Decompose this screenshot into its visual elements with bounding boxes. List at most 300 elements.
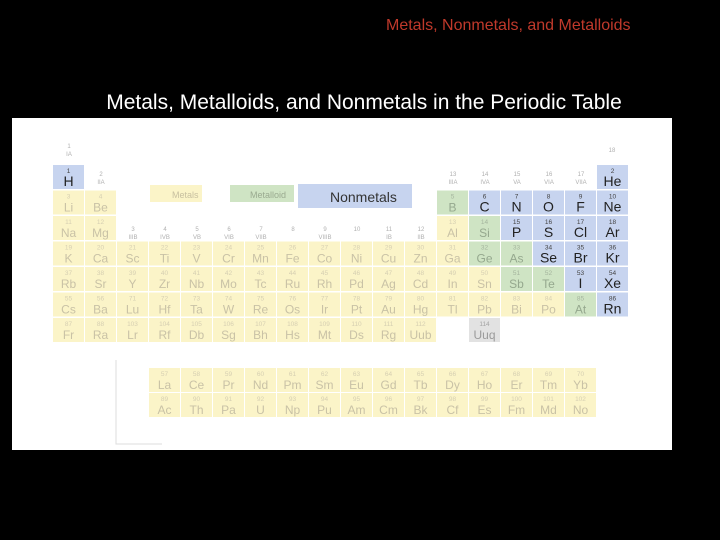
element-symbol: Lu bbox=[125, 302, 140, 317]
element-cell-cr bbox=[213, 242, 244, 266]
atomic-number: 4 bbox=[98, 193, 103, 201]
atomic-number: 56 bbox=[96, 295, 105, 303]
atomic-number: 86 bbox=[608, 295, 617, 303]
element-cell-hs bbox=[277, 318, 308, 342]
element-cell-cm bbox=[373, 393, 404, 417]
atomic-number: 15 bbox=[512, 219, 521, 226]
atomic-number: 34 bbox=[544, 244, 553, 252]
atomic-number: 60 bbox=[256, 371, 265, 378]
element-cell-cl bbox=[565, 216, 596, 240]
atomic-number: 47 bbox=[384, 270, 393, 277]
atomic-number: 63 bbox=[352, 371, 361, 378]
element-cell-mt bbox=[309, 318, 340, 342]
atomic-number: 25 bbox=[256, 244, 265, 252]
atomic-number: 37 bbox=[64, 270, 73, 277]
atomic-number: 14 bbox=[480, 219, 489, 226]
element-symbol: Na bbox=[60, 226, 77, 240]
element-symbol: Sg bbox=[221, 328, 236, 342]
element-cell-sm bbox=[309, 368, 340, 392]
element-symbol: Cl bbox=[573, 224, 588, 240]
element-cell-rg bbox=[373, 318, 404, 342]
element-cell-cu bbox=[373, 242, 404, 266]
element-cell-re bbox=[245, 293, 276, 317]
element-cell-yb bbox=[565, 368, 596, 392]
element-cell-pb bbox=[469, 293, 500, 317]
atomic-number: 58 bbox=[192, 371, 201, 378]
group-number: 4 bbox=[163, 227, 167, 233]
element-cell-am bbox=[341, 393, 372, 417]
element-cell-na bbox=[53, 216, 84, 240]
element-symbol: Es bbox=[477, 403, 492, 417]
atomic-number: 32 bbox=[480, 244, 489, 252]
atomic-number: 21 bbox=[128, 244, 137, 252]
element-cell-o bbox=[533, 191, 564, 215]
atomic-number: 57 bbox=[160, 371, 169, 378]
group-roman: IIIA bbox=[448, 180, 458, 186]
atomic-number: 28 bbox=[352, 244, 361, 252]
element-cell-te bbox=[533, 267, 564, 291]
element-symbol: Pm bbox=[283, 378, 302, 392]
element-cell-s bbox=[533, 216, 564, 240]
element-cell-nb bbox=[181, 267, 212, 291]
atomic-number: 10 bbox=[608, 193, 617, 201]
atomic-number: 8 bbox=[546, 193, 551, 201]
element-cell-lr bbox=[117, 318, 148, 342]
atomic-number: 108 bbox=[287, 321, 298, 328]
element-symbol: Cm bbox=[379, 403, 398, 417]
element-symbol: Hg bbox=[412, 302, 429, 317]
element-cell-mo bbox=[213, 267, 244, 291]
element-cell-ga bbox=[437, 242, 468, 266]
element-symbol: Os bbox=[284, 302, 301, 317]
group-number: 6 bbox=[227, 227, 231, 233]
element-cell-tl bbox=[437, 293, 468, 317]
atomic-number: 39 bbox=[128, 270, 137, 277]
atomic-number: 45 bbox=[320, 270, 329, 277]
group-number: 8 bbox=[291, 227, 295, 233]
element-symbol: Hf bbox=[158, 302, 171, 317]
element-symbol: Po bbox=[541, 302, 556, 317]
group-roman: VIIIB bbox=[318, 235, 332, 241]
element-cell-sb bbox=[501, 267, 532, 291]
atomic-number: 7 bbox=[514, 193, 519, 201]
element-symbol: As bbox=[509, 251, 524, 266]
element-cell-se bbox=[533, 242, 564, 266]
atomic-number: 114 bbox=[479, 321, 490, 328]
group-roman: VIIA bbox=[575, 180, 587, 186]
element-symbol: Pa bbox=[221, 403, 236, 417]
element-symbol: Gd bbox=[380, 378, 397, 392]
element-symbol: Er bbox=[510, 378, 523, 392]
atomic-number: 38 bbox=[96, 270, 105, 277]
atomic-number: 43 bbox=[256, 270, 265, 277]
element-cell-tb bbox=[405, 368, 436, 392]
element-symbol: Ag bbox=[381, 277, 396, 291]
atomic-number: 106 bbox=[223, 321, 234, 328]
element-cell-pd bbox=[341, 267, 372, 291]
atomic-number: 49 bbox=[448, 270, 457, 277]
slide-header: Metals, Nonmetals, and Metalloids bbox=[386, 17, 631, 34]
element-cell-nd bbox=[245, 368, 276, 392]
atomic-number: 61 bbox=[288, 371, 297, 378]
element-symbol: Mn bbox=[252, 251, 269, 266]
group-roman: VIIB bbox=[255, 235, 267, 241]
atomic-number: 31 bbox=[448, 244, 457, 252]
element-cell-rf bbox=[149, 318, 180, 342]
element-cell-tm bbox=[533, 368, 564, 392]
atomic-number: 89 bbox=[160, 396, 169, 403]
atomic-number: 41 bbox=[192, 270, 201, 277]
group-number: 17 bbox=[577, 172, 585, 178]
legend-nonmetals-label: Nonmetals bbox=[330, 189, 397, 205]
atomic-number: 94 bbox=[320, 396, 329, 403]
element-cell-pm bbox=[277, 368, 308, 392]
element-symbol: Pt bbox=[350, 302, 363, 317]
atomic-number: 107 bbox=[255, 321, 266, 328]
element-cell-be bbox=[85, 191, 116, 215]
element-symbol: Fe bbox=[285, 251, 300, 266]
atomic-number: 103 bbox=[127, 321, 138, 328]
element-symbol: K bbox=[64, 251, 73, 266]
element-symbol: Ne bbox=[603, 198, 622, 215]
group-roman: IA bbox=[66, 152, 72, 158]
group-number: 11 bbox=[385, 227, 393, 233]
element-symbol: At bbox=[574, 302, 587, 317]
atomic-number: 65 bbox=[416, 371, 425, 378]
atomic-number: 35 bbox=[576, 244, 585, 252]
atomic-number: 17 bbox=[576, 219, 585, 226]
element-cell-ag bbox=[373, 267, 404, 291]
element-cell-ne bbox=[597, 191, 628, 215]
group-number: 7 bbox=[259, 227, 263, 233]
element-cell-ca bbox=[85, 242, 116, 266]
element-cell-c bbox=[469, 191, 500, 215]
element-cell-f bbox=[565, 191, 596, 215]
element-cell-li bbox=[53, 191, 84, 215]
element-cell-ba bbox=[85, 293, 116, 317]
element-symbol: N bbox=[511, 198, 522, 215]
atomic-number: 9 bbox=[578, 193, 583, 201]
element-cell-ti bbox=[149, 242, 180, 266]
element-cell-fr bbox=[53, 318, 84, 342]
group-number: 3 bbox=[131, 227, 135, 233]
atomic-number: 51 bbox=[512, 270, 521, 277]
element-cell-i bbox=[565, 267, 596, 291]
atomic-number: 76 bbox=[288, 295, 297, 303]
element-cell-h bbox=[53, 165, 84, 189]
atomic-number: 27 bbox=[320, 244, 329, 252]
group-number: 2 bbox=[99, 172, 103, 178]
element-symbol: I bbox=[578, 275, 583, 291]
element-symbol: Zr bbox=[158, 277, 171, 291]
element-symbol: O bbox=[543, 198, 554, 215]
atomic-number: 6 bbox=[482, 193, 487, 201]
element-cell-pt bbox=[341, 293, 372, 317]
element-symbol: Sr bbox=[94, 277, 107, 291]
group-number: 14 bbox=[481, 172, 489, 178]
element-symbol: Dy bbox=[445, 378, 460, 392]
element-cell-cf bbox=[437, 393, 468, 417]
atomic-number: 78 bbox=[352, 295, 361, 303]
element-cell-gd bbox=[373, 368, 404, 392]
atomic-number: 75 bbox=[256, 295, 265, 303]
group-roman: VB bbox=[192, 235, 202, 241]
group-number: 16 bbox=[545, 172, 553, 178]
element-symbol: Cs bbox=[61, 302, 76, 317]
element-symbol: Ca bbox=[92, 251, 109, 266]
atomic-number: 59 bbox=[224, 371, 233, 378]
element-cell-au bbox=[373, 293, 404, 317]
element-symbol: Ac bbox=[157, 403, 172, 417]
atomic-number: 102 bbox=[575, 396, 586, 403]
element-symbol: Li bbox=[63, 200, 74, 215]
element-cell-cs bbox=[53, 293, 84, 317]
element-symbol: Ge bbox=[476, 251, 493, 266]
atomic-number: 3 bbox=[66, 193, 71, 201]
element-symbol: Hs bbox=[285, 328, 300, 342]
element-cell-np bbox=[277, 393, 308, 417]
element-cell-ra bbox=[85, 318, 116, 342]
element-cell-hf bbox=[149, 293, 180, 317]
legend-metals-label: Metals bbox=[172, 190, 199, 200]
element-symbol: Tc bbox=[254, 277, 267, 291]
element-cell-u bbox=[245, 393, 276, 417]
element-symbol: Ga bbox=[444, 251, 461, 266]
element-symbol: H bbox=[63, 173, 74, 189]
element-symbol: Tl bbox=[447, 302, 458, 317]
atomic-number: 36 bbox=[608, 244, 617, 252]
group-number: 12 bbox=[417, 227, 425, 233]
element-symbol: Lr bbox=[127, 328, 138, 342]
atomic-number: 70 bbox=[576, 371, 585, 378]
group-roman: VIA bbox=[544, 180, 554, 186]
atomic-number: 88 bbox=[96, 321, 105, 328]
element-cell-uub bbox=[405, 318, 436, 342]
element-symbol: Pd bbox=[349, 277, 364, 291]
atomic-number: 62 bbox=[320, 371, 329, 378]
element-symbol: Pb bbox=[477, 302, 492, 317]
element-cell-al bbox=[437, 216, 468, 240]
element-symbol: Cf bbox=[446, 403, 459, 417]
element-symbol: In bbox=[447, 277, 458, 291]
element-cell-lu bbox=[117, 293, 148, 317]
element-symbol: B bbox=[448, 200, 457, 215]
element-symbol: U bbox=[256, 403, 265, 417]
group-roman: IIIB bbox=[128, 235, 138, 241]
atomic-number: 67 bbox=[480, 371, 489, 378]
group-roman: VA bbox=[513, 180, 521, 186]
element-cell-hg bbox=[405, 293, 436, 317]
element-symbol: Nd bbox=[252, 378, 269, 392]
element-cell-ac bbox=[149, 393, 180, 417]
element-cell-b bbox=[437, 191, 468, 215]
slide-title: Metals, Metalloids, and Nonmetals in the Periodic Table bbox=[106, 91, 622, 114]
element-symbol: Cu bbox=[380, 251, 397, 266]
atomic-number: 18 bbox=[608, 219, 617, 226]
element-cell-pu bbox=[309, 393, 340, 417]
element-cell-y bbox=[117, 267, 148, 291]
element-cell-rn bbox=[597, 293, 628, 317]
element-cell-ta bbox=[181, 293, 212, 317]
element-symbol: Ra bbox=[92, 328, 109, 342]
element-cell-eu bbox=[341, 368, 372, 392]
group-roman: IVA bbox=[480, 180, 490, 186]
element-symbol: Ta bbox=[190, 302, 203, 317]
element-symbol: Se bbox=[539, 249, 558, 266]
element-cell-rh bbox=[309, 267, 340, 291]
element-cell-k bbox=[53, 242, 84, 266]
element-cell-p bbox=[501, 216, 532, 240]
element-symbol: Ce bbox=[188, 378, 205, 392]
atomic-number: 64 bbox=[384, 371, 393, 378]
group-roman: IIB bbox=[417, 235, 425, 241]
element-cell-si bbox=[469, 216, 500, 240]
element-symbol: Be bbox=[93, 200, 108, 215]
element-symbol: Bh bbox=[253, 328, 268, 342]
element-symbol: P bbox=[511, 224, 522, 240]
element-symbol: Kr bbox=[605, 249, 620, 266]
element-symbol: Re bbox=[252, 302, 269, 317]
element-symbol: Sc bbox=[125, 251, 140, 266]
atomic-number: 83 bbox=[512, 295, 521, 303]
atomic-number: 23 bbox=[192, 244, 201, 252]
element-symbol: Md bbox=[540, 403, 557, 417]
atomic-number: 40 bbox=[160, 270, 169, 277]
element-cell-mn bbox=[245, 242, 276, 266]
atomic-number: 90 bbox=[192, 396, 201, 403]
element-cell-tc bbox=[245, 267, 276, 291]
group-number: 13 bbox=[449, 172, 457, 178]
element-symbol: No bbox=[572, 403, 589, 417]
element-symbol: Cd bbox=[412, 277, 429, 291]
element-symbol: Nb bbox=[188, 277, 205, 291]
atomic-number: 69 bbox=[544, 371, 553, 378]
element-symbol: Xe bbox=[603, 275, 622, 291]
element-symbol: Au bbox=[381, 302, 396, 317]
group-number: 5 bbox=[195, 227, 199, 233]
element-symbol: W bbox=[222, 302, 235, 317]
atomic-number: 104 bbox=[159, 321, 170, 328]
atomic-number: 93 bbox=[288, 396, 297, 403]
atomic-number: 16 bbox=[544, 219, 553, 226]
atomic-number: 101 bbox=[543, 396, 554, 403]
element-cell-dy bbox=[437, 368, 468, 392]
element-symbol: Te bbox=[542, 277, 555, 291]
atomic-number: 11 bbox=[65, 219, 72, 226]
element-symbol: Ds bbox=[349, 328, 364, 342]
element-cell-bi bbox=[501, 293, 532, 317]
atomic-number: 22 bbox=[160, 244, 169, 252]
element-symbol: C bbox=[479, 198, 490, 215]
element-symbol: Zn bbox=[413, 251, 428, 266]
element-symbol: Ni bbox=[350, 251, 363, 266]
atomic-number: 26 bbox=[288, 244, 297, 252]
element-symbol: Sb bbox=[509, 277, 524, 291]
group-label-10 bbox=[354, 227, 361, 233]
group-roman: IB bbox=[386, 235, 392, 241]
element-symbol: Eu bbox=[349, 378, 364, 392]
atomic-number: 53 bbox=[576, 270, 585, 277]
element-cell-os bbox=[277, 293, 308, 317]
element-cell-es bbox=[469, 393, 500, 417]
element-symbol: Rf bbox=[158, 328, 171, 342]
element-cell-po bbox=[533, 293, 564, 317]
atomic-number: 52 bbox=[544, 270, 553, 277]
atomic-number: 42 bbox=[224, 270, 233, 277]
element-cell-zr bbox=[149, 267, 180, 291]
element-cell-bh bbox=[245, 318, 276, 342]
atomic-number: 100 bbox=[511, 396, 522, 403]
element-cell-sr bbox=[85, 267, 116, 291]
element-symbol: Rh bbox=[316, 277, 333, 291]
element-symbol: Np bbox=[284, 403, 301, 417]
atomic-number: 71 bbox=[128, 295, 137, 303]
element-symbol: F bbox=[576, 198, 585, 215]
element-cell-ar bbox=[597, 216, 628, 240]
element-symbol: Y bbox=[128, 277, 137, 291]
element-symbol: Ru bbox=[284, 277, 301, 291]
element-symbol: La bbox=[157, 378, 172, 392]
element-symbol: Rn bbox=[603, 300, 622, 317]
element-symbol: Mg bbox=[92, 226, 109, 240]
element-cell-no bbox=[565, 393, 596, 417]
element-symbol: Pr bbox=[222, 378, 235, 392]
element-symbol: Ti bbox=[159, 251, 170, 266]
element-symbol: Fr bbox=[62, 328, 75, 342]
atomic-number: 92 bbox=[256, 396, 265, 403]
atomic-number: 68 bbox=[512, 371, 521, 378]
element-cell-at bbox=[565, 293, 596, 317]
atomic-number: 95 bbox=[352, 396, 361, 403]
group-roman: VIB bbox=[224, 235, 234, 241]
atomic-number: 55 bbox=[64, 295, 73, 303]
element-cell-cd bbox=[405, 267, 436, 291]
element-symbol: Al bbox=[447, 226, 458, 240]
atomic-number: 54 bbox=[608, 270, 617, 277]
element-symbol: He bbox=[603, 173, 622, 189]
element-cell-ru bbox=[277, 267, 308, 291]
element-cell-he bbox=[597, 165, 628, 189]
element-cell-as bbox=[501, 242, 532, 266]
element-cell-v bbox=[181, 242, 212, 266]
element-cell-ge bbox=[469, 242, 500, 266]
element-symbol: Pu bbox=[317, 403, 332, 417]
atomic-number: 46 bbox=[352, 270, 361, 277]
element-symbol: Mo bbox=[220, 277, 237, 291]
element-symbol: Tm bbox=[539, 378, 558, 392]
atomic-number: 84 bbox=[544, 295, 553, 303]
element-symbol: Bi bbox=[511, 302, 522, 317]
element-cell-fm bbox=[501, 393, 532, 417]
atomic-number: 74 bbox=[224, 295, 233, 303]
element-cell-ce bbox=[181, 368, 212, 392]
element-symbol: Tb bbox=[413, 378, 428, 392]
element-cell-ni bbox=[341, 242, 372, 266]
atomic-number: 111 bbox=[383, 321, 394, 328]
atomic-number: 97 bbox=[416, 396, 425, 403]
periodic-table bbox=[12, 118, 672, 450]
atomic-number: 112 bbox=[415, 321, 426, 328]
atomic-number: 81 bbox=[448, 295, 457, 303]
atomic-number: 29 bbox=[384, 244, 393, 252]
element-symbol: Fm bbox=[507, 403, 526, 417]
group-number: 1 bbox=[67, 144, 71, 150]
atomic-number: 79 bbox=[384, 295, 393, 303]
element-symbol: Sn bbox=[477, 277, 492, 291]
element-symbol: Uub bbox=[409, 328, 432, 342]
element-cell-sg bbox=[213, 318, 244, 342]
atomic-number: 5 bbox=[450, 193, 455, 201]
